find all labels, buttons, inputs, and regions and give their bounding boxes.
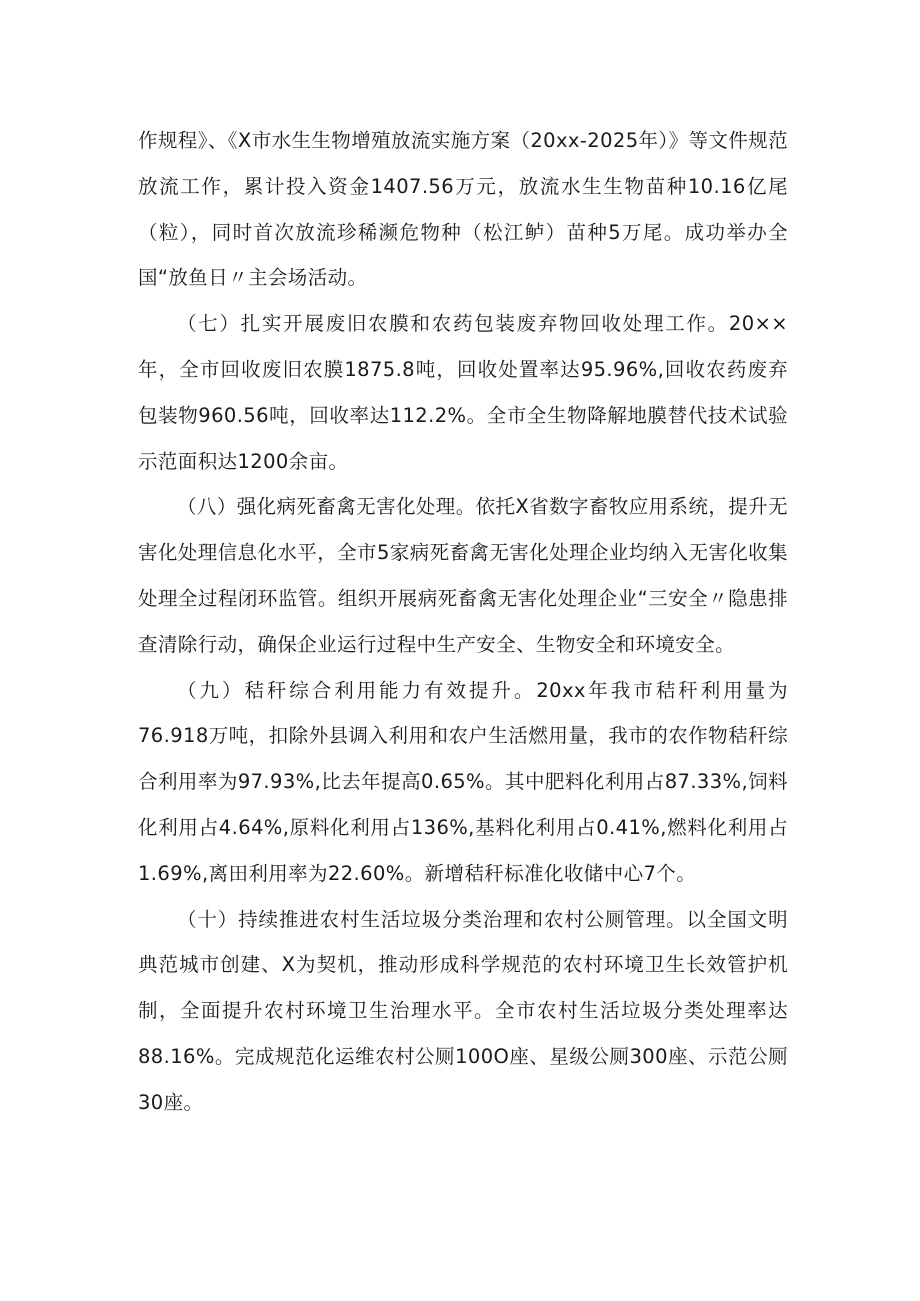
paragraph-continuation-fish-release: 作规程》、《X市水生生物增殖放流实施方案（20xx-2025年）》等文件规范放流工作，累计投入资金1407.56万元，放流水生生物苗种10.16亿尾（粒），同时首次放流珍稀濒危物种（松江鲈）苗种5万尾。成功举办全国“放鱼日〃主会场活动。	[138, 129, 788, 290]
paragraph-7-film-pesticide-recycling: （七）扎实开展废旧农膜和农药包装废弃物回收处理工作。20××年，全市回收废旧农膜1875.8吨，回收处置率达95.96%,回收农药废弃包装物960.56吨，回收率达112.2%。全市全生物降解地膜替代技术试验示范面积达1200余亩。	[138, 312, 788, 473]
paragraph-9-straw-utilization: （九）秸秆综合利用能力有效提升。20xx年我市秸秆利用量为76.918万吨，扣除外县调入利用和农户生活燃用量，我市的农作物秸秆综合利用率为97.93%,比去年提高0.65%。其中肥料化利用占87.33%,饲料化利用占4.64%,原料化利用占136%,基料化利用占0.41%,燃料化利用占1.69%,离田利用率为22.60%。新增秸秆标准化收储中心7个。	[138, 678, 788, 885]
paragraph-8-livestock-harmless-treatment: （八）强化病死畜禽无害化处理。依托X省数字畜牧应用系统，提升无害化处理信息化水平，全市5家病死畜禽无害化处理企业均纳入无害化收集处理全过程闭环监管。组织开展病死畜禽无害化处理企业“三安全〃隐患排查清除行动，确保企业运行过程中生产安全、生物安全和环境安全。	[138, 495, 788, 656]
document-body	[138, 118, 788, 1126]
paragraph-10-rural-garbage-toilets: （十）持续推进农村生活垃圾分类治理和农村公厕管理。以全国文明典范城市创建、X为契机，推动形成科学规范的农村环境卫生长效管护机制，全面提升农村环境卫生治理水平。全市农村生活垃圾分类处理率达88.16%。完成规范化运维农村公厕100O座、星级公厕300座、示范公厕30座。	[138, 907, 788, 1114]
